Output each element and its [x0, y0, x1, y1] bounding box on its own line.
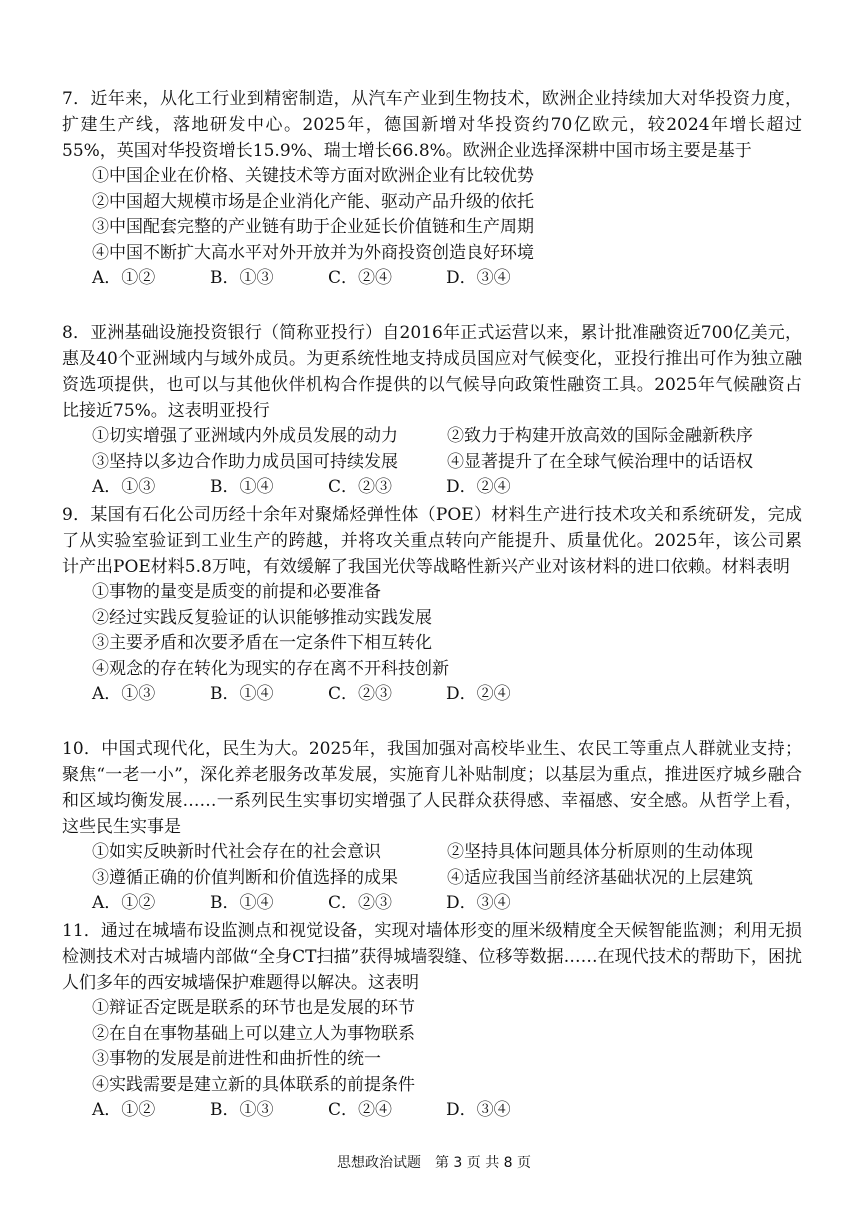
option: ④实践需要是建立新的具体联系的前提条件: [92, 1074, 415, 1095]
answer-choices: [62, 475, 802, 501]
option: ②致力于构建开放高效的国际金融新秩序: [447, 426, 753, 446]
answer-a: A．①③: [92, 684, 156, 705]
answer-b: B．①③: [210, 268, 274, 289]
option: ①事物的量变是质变的前提和必要准备: [92, 582, 381, 602]
answer-a: A．①③: [92, 477, 156, 498]
answer-d: D．③④: [446, 893, 511, 914]
question-11: [62, 918, 802, 1124]
answer-d: D．③④: [446, 1100, 511, 1121]
answer-c: C．②③: [328, 684, 393, 705]
answer-choices: [62, 1098, 802, 1124]
option: ③主要矛盾和次要矛盾在一定条件下相互转化: [92, 633, 432, 654]
option: ④中国不断扩大高水平对外开放并为外商投资创造良好环境: [92, 242, 534, 263]
question-stem: 8．亚洲基础设施投资银行（简称亚投行）自2016年正式运营以来，累计批准融资近700亿美元，惠及40个亚洲域内与域外成员。为更系统性地支持成员国应对气候变化，亚投行推出可作为独立融资选项提供，也可以与其他伙伴机构合作提供的以气候导向政策性融资工具。2025年气候融资占比接近75%。这表明亚投行: [62, 323, 802, 421]
option-row: [62, 866, 802, 892]
question-10: [62, 736, 802, 917]
option: ②在自在事物基础上可以建立人为事物联系: [92, 1023, 415, 1044]
option: ②经过实践反复验证的认识能够推动实践发展: [92, 607, 432, 628]
answer-a: A．①②: [92, 893, 156, 914]
option: ①切实增强了亚洲域内外成员发展的动力: [92, 426, 398, 446]
answer-d: D．②④: [446, 477, 511, 498]
option-row: [62, 424, 802, 450]
option-row: [62, 450, 802, 476]
answer-choices: [62, 891, 802, 917]
answer-c: C．②③: [328, 893, 393, 914]
option: ③遵循正确的价值判断和价值选择的成果: [92, 867, 398, 888]
option: ①中国企业在价格、关键技术等方面对欧洲企业有比较优势: [92, 166, 534, 186]
question-9: [62, 502, 802, 708]
answer-c: C．②④: [328, 1100, 393, 1121]
answer-b: B．①③: [210, 1100, 274, 1121]
answer-choices: [62, 682, 802, 708]
option: ①辩证否定既是联系的环节也是发展的环节: [92, 998, 415, 1018]
option: ①如实反映新时代社会存在的社会意识: [92, 842, 381, 862]
option: ③事物的发展是前进性和曲折性的统一: [92, 1049, 381, 1070]
page-footer: 思想政治试题 第 3 页 共 8 页: [336, 1155, 532, 1171]
option: ③中国配套完整的产业链有助于企业延长价值链和生产周期: [92, 217, 534, 238]
answer-b: B．①④: [210, 684, 274, 705]
question-stem: 9．某国有石化公司历经十余年对聚烯烃弹性体（POE）材料生产进行技术攻关和系统研发，完成了从实验室验证到工业生产的跨越，并将攻关重点转向产能提升、质量优化。2025年，该公司累计产出POE材料5.8万吨，有效缓解了我国光伏等战略性新兴产业对该材料的进口依赖。材料表明: [62, 505, 802, 577]
answer-b: B．①④: [210, 477, 274, 498]
answer-d: D．③④: [446, 268, 511, 289]
option-row: [62, 840, 802, 866]
answer-choices: [62, 266, 802, 292]
option: ④显著提升了在全球气候治理中的话语权: [447, 451, 753, 472]
question-stem: 7．近年来，从化工行业到精密制造，从汽车产业到生物技术，欧洲企业持续加大对华投资力度，扩建生产线，落地研发中心。2025年，德国新增对华投资约70亿欧元，较2024年增长超过55%，英国对华投资增长15.9%、瑞士增长66.8%。欧洲企业选择深耕中国市场主要是基于: [62, 89, 802, 161]
question-stem: 10．中国式现代化，民生为大。2025年，我国加强对高校毕业生、农民工等重点人群就业支持；聚焦“一老一小”，深化养老服务改革发展，实施育儿补贴制度；以基层为重点，推进医疗城乡融合和区域均衡发展……一系列民生实事切实增强了人民群众获得感、幸福感、安全感。从哲学上看，这些民生实事是: [62, 739, 802, 837]
question-stem: 11．通过在城墙布设监测点和视觉设备，实现对墙体形变的厘米级精度全天候智能监测；利用无损检测技术对古城墙内部做“全身CT扫描”获得城墙裂缝、位移等数据……在现代技术的帮助下，困扰人们多年的西安城墙保护难题得以解决。这表明: [62, 921, 802, 993]
option: ④适应我国当前经济基础状况的上层建筑: [447, 867, 753, 888]
answer-d: D．②④: [446, 684, 511, 705]
option: ②坚持具体问题具体分析原则的生动体现: [447, 842, 753, 862]
question-7: [62, 86, 802, 292]
answer-c: C．②③: [328, 477, 393, 498]
option: ③坚持以多边合作助力成员国可持续发展: [92, 451, 398, 472]
question-8: [62, 320, 802, 501]
answer-a: A．①②: [92, 268, 156, 289]
answer-c: C．②④: [328, 268, 393, 289]
option: ②中国超大规模市场是企业消化产能、驱动产品升级的依托: [92, 191, 534, 212]
answer-a: A．①②: [92, 1100, 156, 1121]
answer-b: B．①④: [210, 893, 274, 914]
option: ④观念的存在转化为现实的存在离不开科技创新: [92, 658, 449, 679]
